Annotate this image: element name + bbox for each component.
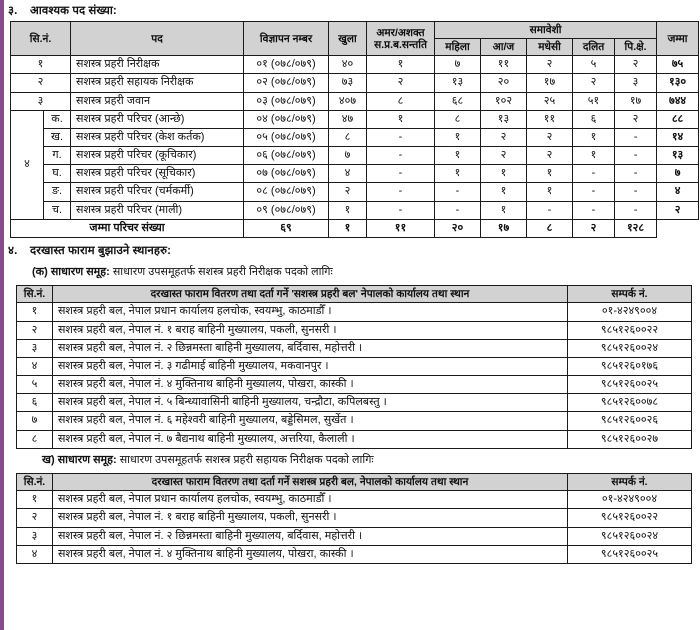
cell-advert-no: ०८ (०७८/०७९)	[244, 183, 329, 201]
table-row	[11, 128, 699, 146]
cell-martyr: -	[367, 165, 435, 183]
cell-total: १३	[657, 147, 699, 165]
th-post: पद	[71, 22, 244, 56]
cell-advert-no: ०९ (०७८/०७९)	[244, 201, 329, 219]
cell-sn: ४	[17, 357, 53, 375]
cell-sn: १	[11, 56, 71, 74]
cell-aaja: १	[481, 183, 527, 201]
cell-madhesi: -	[527, 201, 573, 219]
cell-madhesi: २	[527, 128, 573, 146]
cell-contact-number: ०१-४२४९००४	[568, 303, 692, 321]
office-kha-header-row	[17, 474, 692, 491]
group-ka-heading	[6, 261, 700, 283]
cell-contact-number: ०१-४२४९००४	[568, 491, 692, 509]
table-row	[11, 183, 699, 201]
cell-post-name: सशस्त्र प्रहरी परिचर (केश कर्तक)	[71, 128, 244, 146]
cell-total-dalit: ८	[527, 219, 573, 237]
cell-women: ६८	[435, 92, 481, 110]
table-row	[11, 201, 699, 219]
cell-open: ७	[329, 147, 367, 165]
cell-women: ७	[435, 56, 481, 74]
th-sn: सि.नं.	[11, 22, 71, 56]
cell-dalit: -	[573, 183, 615, 201]
cell-madhesi: १	[527, 165, 573, 183]
cell-contact-number: ९८५१२६००२४	[568, 527, 692, 545]
cell-advert-no: ०१ (०७८/०७९)	[244, 56, 329, 74]
cell-total: ७५	[657, 56, 699, 74]
th-martyr-line1: अमर/अशक्त	[376, 26, 425, 39]
cell-post-name: सशस्त्र प्रहरी सहायक निरीक्षक	[71, 74, 244, 92]
cell-advert-no: ०२ (०७८/०७९)	[244, 74, 329, 92]
th-women: महिला	[435, 39, 481, 56]
cell-sn: ५	[17, 376, 53, 394]
office-table-ka	[16, 285, 692, 449]
table-row	[17, 545, 692, 563]
cell-martyr: ८	[367, 92, 435, 110]
cell-pikshe: ३	[615, 74, 657, 92]
cell-sub-label: घ.	[44, 165, 71, 183]
cell-office-location: सशस्त्र प्रहरी बल, नेपाल नं. २ छिन्नमस्ता बाहिनी मुख्यालय, बर्दिवास, महोत्तरी ।	[53, 527, 568, 545]
cell-martyr: -	[367, 183, 435, 201]
th-office-ka-office: दरखास्त फाराम वितरण तथा दर्ता गर्ने 'सशस्त्र प्रहरी बल' नेपालको कार्यालय तथा स्थान	[53, 286, 568, 303]
cell-post-name: सशस्त्र प्रहरी परिचर (कूचिकार)	[71, 147, 244, 165]
cell-women: १	[435, 128, 481, 146]
th-open: खुला	[329, 22, 367, 56]
cell-total-label: जम्मा परिचर संख्या	[11, 219, 244, 237]
cell-total-open: ६९	[244, 219, 329, 237]
cell-aaja: १	[481, 165, 527, 183]
table-total-row	[11, 219, 699, 237]
section-3-number: ३.	[8, 5, 18, 17]
cell-office-location: सशस्त्र प्रहरी बल, नेपाल नं. १ बराह बाहिनी मुख्यालय, पकली, सुनसरी ।	[53, 321, 568, 339]
cell-aaja: २०	[481, 74, 527, 92]
cell-post-name: सशस्त्र प्रहरी परिचर (माली)	[71, 201, 244, 219]
section-3-heading	[6, 0, 700, 21]
table-row	[17, 303, 692, 321]
office-table-kha-body	[17, 491, 692, 564]
cell-total-madhesi: १७	[481, 219, 527, 237]
cell-total: २	[657, 201, 699, 219]
section-4-heading	[6, 238, 700, 261]
posts-table-body	[11, 56, 699, 238]
office-ka-header-row	[17, 286, 692, 303]
cell-sub-label: ग.	[44, 147, 71, 165]
table-row	[11, 92, 699, 110]
cell-contact-number: ९८५१२६००२२	[568, 321, 692, 339]
cell-office-location: सशस्त्र प्रहरी बल, नेपाल नं. २ छिन्नमस्ता बाहिनी मुख्यालय, बर्दिवास, महोत्तरी ।	[53, 339, 568, 357]
cell-martyr: -	[367, 147, 435, 165]
table-row	[17, 394, 692, 412]
cell-martyr: -	[367, 201, 435, 219]
th-pikshe: पि.क्षे.	[615, 39, 657, 56]
section-4-number: ४.	[8, 245, 18, 257]
cell-women: ८	[435, 110, 481, 128]
table-row	[17, 321, 692, 339]
cell-open: ४७	[329, 110, 367, 128]
cell-office-location: सशस्त्र प्रहरी बल, नेपाल नं. ३ गढीमाई बाहिनी मुख्यालय, मकवानपुर ।	[53, 357, 568, 375]
cell-total: ७	[657, 165, 699, 183]
cell-sub-label: च.	[44, 201, 71, 219]
cell-women: १	[435, 147, 481, 165]
cell-sn: २	[11, 74, 71, 92]
cell-contact-number: ९८५१२६००२५	[568, 376, 692, 394]
cell-total-pikshe: २	[573, 219, 615, 237]
cell-dalit: ६	[573, 110, 615, 128]
cell-dalit: १	[573, 147, 615, 165]
cell-sn: ३	[17, 527, 53, 545]
cell-madhesi: ११	[527, 110, 573, 128]
cell-martyr: २	[367, 74, 435, 92]
cell-aaja: २	[481, 147, 527, 165]
group-kha-label: ख) साधारण समूह:	[42, 453, 117, 466]
document-sheet	[6, 0, 700, 630]
cell-pikshe: २	[615, 110, 657, 128]
cell-advert-no: ०६ (०७८/०७९)	[244, 147, 329, 165]
cell-post-name: सशस्त्र प्रहरी जवान	[71, 92, 244, 110]
cell-dalit: -	[573, 165, 615, 183]
table-row	[17, 412, 692, 430]
cell-total-total: १२८	[615, 219, 657, 237]
cell-sn: २	[17, 509, 53, 527]
table-row	[17, 357, 692, 375]
section-4-title: दरखास्त फाराम बुझाउने स्थानहरु:	[30, 245, 172, 257]
th-total: जम्मा	[657, 22, 699, 56]
cell-contact-number: ९८५१२६००२४	[568, 339, 692, 357]
office-table-ka-wrap	[6, 283, 700, 449]
th-martyr-line2: स.प्र.ब.सन्तति	[374, 38, 427, 51]
cell-open: ७३	[329, 74, 367, 92]
cell-open: ८	[329, 128, 367, 146]
table-row	[17, 527, 692, 545]
cell-office-location: सशस्त्र प्रहरी बल, नेपाल नं. ४ मुक्तिनाथ बाहिनी मुख्यालय, पोखरा, कास्की ।	[53, 545, 568, 563]
cell-contact-number: ९८५१२६००२५	[568, 545, 692, 563]
cell-total: १४	[657, 128, 699, 146]
table-row	[17, 430, 692, 448]
cell-pikshe: -	[615, 147, 657, 165]
table-row	[11, 56, 699, 74]
cell-martyr: १	[367, 56, 435, 74]
cell-pikshe: -	[615, 201, 657, 219]
cell-madhesi: १७	[527, 74, 573, 92]
cell-office-location: सशस्त्र प्रहरी बल, नेपाल नं. १ बराह बाहिनी मुख्यालय, पकली, सुनसरी ।	[53, 509, 568, 527]
cell-dalit: -	[573, 201, 615, 219]
group-kha-detail: साधारण उपसमूहतर्फ सशस्त्र प्रहरी सहायक निरीक्षक पदको लागिः	[119, 453, 374, 466]
cell-total: १३०	[657, 74, 699, 92]
table-row	[11, 74, 699, 92]
cell-sn: २	[17, 321, 53, 339]
table-row	[17, 339, 692, 357]
cell-contact-number: ९८५१२६००२२	[568, 509, 692, 527]
cell-pikshe: -	[615, 128, 657, 146]
cell-sub-label: क.	[44, 110, 71, 128]
cell-open: ४०७	[329, 92, 367, 110]
cell-office-location: सशस्त्र प्रहरी बल, नेपाल नं. ५ बिन्ध्यावासिनी बाहिनी मुख्यालय, चन्द्रौटा, कपिलबस्तु ।	[53, 394, 568, 412]
cell-dalit: ५१	[573, 92, 615, 110]
cell-sn: ३	[17, 339, 53, 357]
cell-women: -	[435, 201, 481, 219]
cell-post-name: सशस्त्र प्रहरी परिचर (सूचिकार)	[71, 165, 244, 183]
cell-post-name: सशस्त्र प्रहरी परिचर (चर्मकर्मी)	[71, 183, 244, 201]
th-office-ka-contact: सम्पर्क नं.	[568, 286, 692, 303]
cell-martyr: -	[367, 128, 435, 146]
group-ka-label: (क) साधारण समूह:	[32, 266, 110, 278]
table-row	[17, 509, 692, 527]
table-row	[11, 147, 699, 165]
cell-office-location: सशस्त्र प्रहरी बल, नेपाल प्रधान कार्यालय हलचोक, स्वयम्भु, काठमाडौँ ।	[53, 491, 568, 509]
th-aaja: आ/ज	[481, 39, 527, 56]
cell-pikshe: २	[615, 56, 657, 74]
cell-office-location: सशस्त्र प्रहरी बल, नेपाल नं. ७ बैद्यनाथ बाहिनी मुख्यालय, अत्तरिया, कैलाली ।	[53, 430, 568, 448]
office-table-ka-body	[17, 303, 692, 449]
cell-total: ४	[657, 183, 699, 201]
posts-table-header-row-1	[11, 22, 699, 39]
cell-madhesi: २	[527, 56, 573, 74]
cell-dalit: २	[573, 74, 615, 92]
posts-table-wrap	[6, 21, 700, 238]
th-office-kha-contact: सम्पर्क नं.	[568, 474, 692, 491]
cell-women: १३	[435, 74, 481, 92]
cell-open: २	[329, 183, 367, 201]
group-ka-detail: साधारण उपसमूहतर्फ सशस्त्र प्रहरी निरीक्षक पदको लागिः	[112, 266, 333, 278]
table-row	[17, 376, 692, 394]
table-row	[17, 491, 692, 509]
cell-sn: ६	[17, 394, 53, 412]
th-inclusive: समावेशी	[435, 22, 657, 39]
office-table-kha-wrap	[6, 471, 700, 564]
cell-pikshe: १७	[615, 92, 657, 110]
cell-office-location: सशस्त्र प्रहरी बल, नेपाल नं. ४ मुक्तिनाथ बाहिनी मुख्यालय, पोखरा, कास्की ।	[53, 376, 568, 394]
cell-sn: ८	[17, 430, 53, 448]
th-office-kha-office: दरखास्त फाराम वितरण तथा दर्ता गर्ने सशस्त्र प्रहरी बल, नेपालको कार्यालय तथा स्थान	[53, 474, 568, 491]
cell-aaja: २	[481, 128, 527, 146]
cell-madhesi: २५	[527, 92, 573, 110]
cell-sn: ३	[11, 92, 71, 110]
cell-aaja: १०२	[481, 92, 527, 110]
cell-contact-number: ९८५१२६००२७	[568, 430, 692, 448]
cell-advert-no: ०७ (०७८/०७९)	[244, 165, 329, 183]
cell-dalit: १	[573, 128, 615, 146]
cell-women: -	[435, 183, 481, 201]
cell-total-martyr: १	[329, 219, 367, 237]
cell-pikshe: -	[615, 183, 657, 201]
cell-sub-label: ङ.	[44, 183, 71, 201]
cell-advert-no: ०५ (०७८/०७९)	[244, 128, 329, 146]
cell-martyr: १	[367, 110, 435, 128]
cell-open: ४	[329, 165, 367, 183]
cell-dalit: ५	[573, 56, 615, 74]
cell-sn: १	[17, 303, 53, 321]
th-office-ka-sn: सि.नं.	[17, 286, 53, 303]
posts-table	[10, 21, 699, 238]
cell-contact-number: ९८५१२६०१७६	[568, 357, 692, 375]
cell-aaja: १	[481, 201, 527, 219]
cell-office-location: सशस्त्र प्रहरी बल, नेपाल प्रधान कार्यालय हलचोक, स्वयम्भु, काठमाडौँ ।	[53, 303, 568, 321]
th-martyr	[367, 22, 435, 56]
cell-sn-group: ४	[11, 110, 44, 219]
cell-advert-no: ०४ (०७८/०७९)	[244, 110, 329, 128]
cell-aaja: ११	[481, 56, 527, 74]
group-kha-heading	[6, 449, 700, 471]
table-row	[11, 165, 699, 183]
cell-aaja: १३	[481, 110, 527, 128]
cell-post-name: सशस्त्र प्रहरी परिचर (आन्छे)	[71, 110, 244, 128]
cell-sn: ४	[17, 545, 53, 563]
cell-total-women: ११	[367, 219, 435, 237]
cell-advert-no: ०३ (०७८/०७९)	[244, 92, 329, 110]
cell-sn: ७	[17, 412, 53, 430]
cell-madhesi: २	[527, 147, 573, 165]
cell-madhesi: १	[527, 183, 573, 201]
cell-contact-number: ९८५१२६००७८	[568, 394, 692, 412]
table-row	[11, 110, 699, 128]
th-madhesi: मधेसी	[527, 39, 573, 56]
cell-pikshe: -	[615, 165, 657, 183]
cell-office-location: सशस्त्र प्रहरी बल, नेपाल नं. ६ महेश्वरी बाहिनी मुख्यालय, बड्डेसिमल, सुर्खेत ।	[53, 412, 568, 430]
th-dalit: दलित	[573, 39, 615, 56]
cell-open: १	[329, 201, 367, 219]
cell-total: ७४४	[657, 92, 699, 110]
section-3-title: आवश्यक पद संख्या:	[30, 5, 117, 17]
cell-contact-number: ९८५१२६००२६	[568, 412, 692, 430]
cell-post-name: सशस्त्र प्रहरी निरीक्षक	[71, 56, 244, 74]
cell-women: १	[435, 165, 481, 183]
cell-open: ४०	[329, 56, 367, 74]
cell-sn: १	[17, 491, 53, 509]
th-advert-no: विज्ञापन नम्बर	[244, 22, 329, 56]
cell-sub-label: ख.	[44, 128, 71, 146]
office-table-kha	[16, 473, 692, 564]
cell-total: ८८	[657, 110, 699, 128]
th-office-kha-sn: सि.नं.	[17, 474, 53, 491]
cell-total-aaja: २०	[435, 219, 481, 237]
